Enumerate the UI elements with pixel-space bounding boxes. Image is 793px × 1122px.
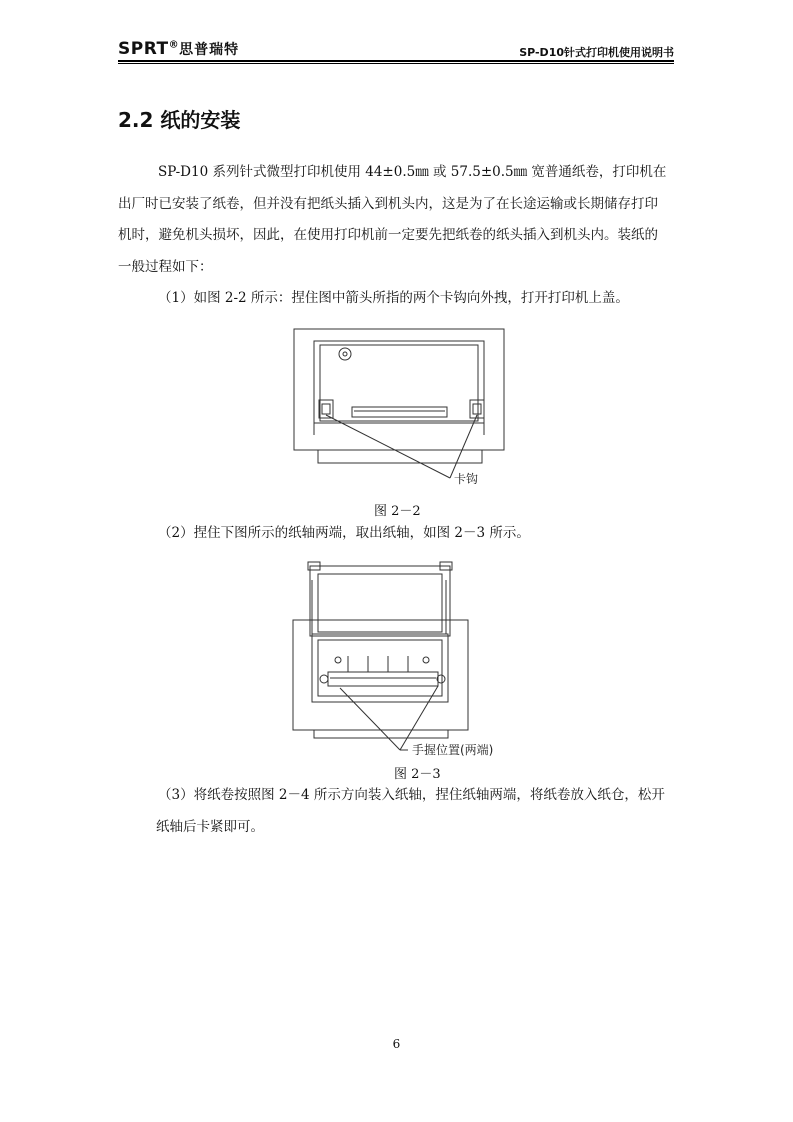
step-3-line-2: 纸轴后卡紧即可。 [156, 818, 264, 835]
figure-2-2-printer-top-view [290, 325, 510, 495]
hook-label: 卡钩 [454, 472, 479, 486]
figure-2-3-paper-shaft-removal [288, 560, 528, 760]
intro-line-3: 机时，避免机头损坏，因此，在使用打印机前一定要先把纸卷的纸头插入到机头内。装纸的 [118, 227, 658, 243]
grip-position-label: 手握位置(两端) [412, 743, 494, 757]
page-header [118, 38, 674, 62]
intro-paragraph [118, 157, 674, 315]
printer-bezel [294, 329, 504, 450]
sprt-logo [118, 39, 239, 59]
logo-chinese: 思普瑞特 [179, 42, 240, 58]
figure-2-3-caption: 图 2－3 [394, 767, 441, 782]
header-rule-thin [118, 63, 674, 64]
logo-registered-mark: ® [168, 39, 180, 51]
figure-2-2-caption: 图 2－2 [374, 504, 421, 519]
step-3-line-1: （3）将纸卷按照图 2－4 所示方向装入纸轴，捏住纸轴两端，将纸卷放入纸仓，松开 [158, 787, 665, 803]
step-2-paragraph [118, 518, 674, 550]
logo-latin: SPRT [118, 39, 169, 59]
open-cover [310, 566, 450, 636]
intro-line-4: 一般过程如下： [118, 258, 213, 275]
page-number: 6 [392, 1037, 401, 1051]
section-title: 2.2 纸的安装 [118, 108, 241, 132]
intro-line-1: SP-D10 系列针式微型打印机使用 44±0.5㎜ 或 57.5±0.5㎜ 宽普通纸卷，打印机在 [158, 164, 667, 180]
intro-line-2: 出厂时已安装了纸卷，但并没有把纸头插入到机头内，这是为了在长途运输或长期储存打印 [118, 195, 658, 212]
step-3-paragraph [118, 780, 674, 843]
document-title: SP-D10针式打印机使用说明书 [519, 46, 674, 59]
step-1-text: （1）如图 2-2 所示：捏住图中箭头所指的两个卡钩向外拽，打开打印机上盖。 [158, 290, 629, 306]
paper-shaft [328, 672, 438, 686]
header-rule-thick [118, 60, 674, 62]
step-2-text: （2）捏住下图所示的纸轴两端，取出纸轴，如图 2－3 所示。 [158, 525, 530, 541]
